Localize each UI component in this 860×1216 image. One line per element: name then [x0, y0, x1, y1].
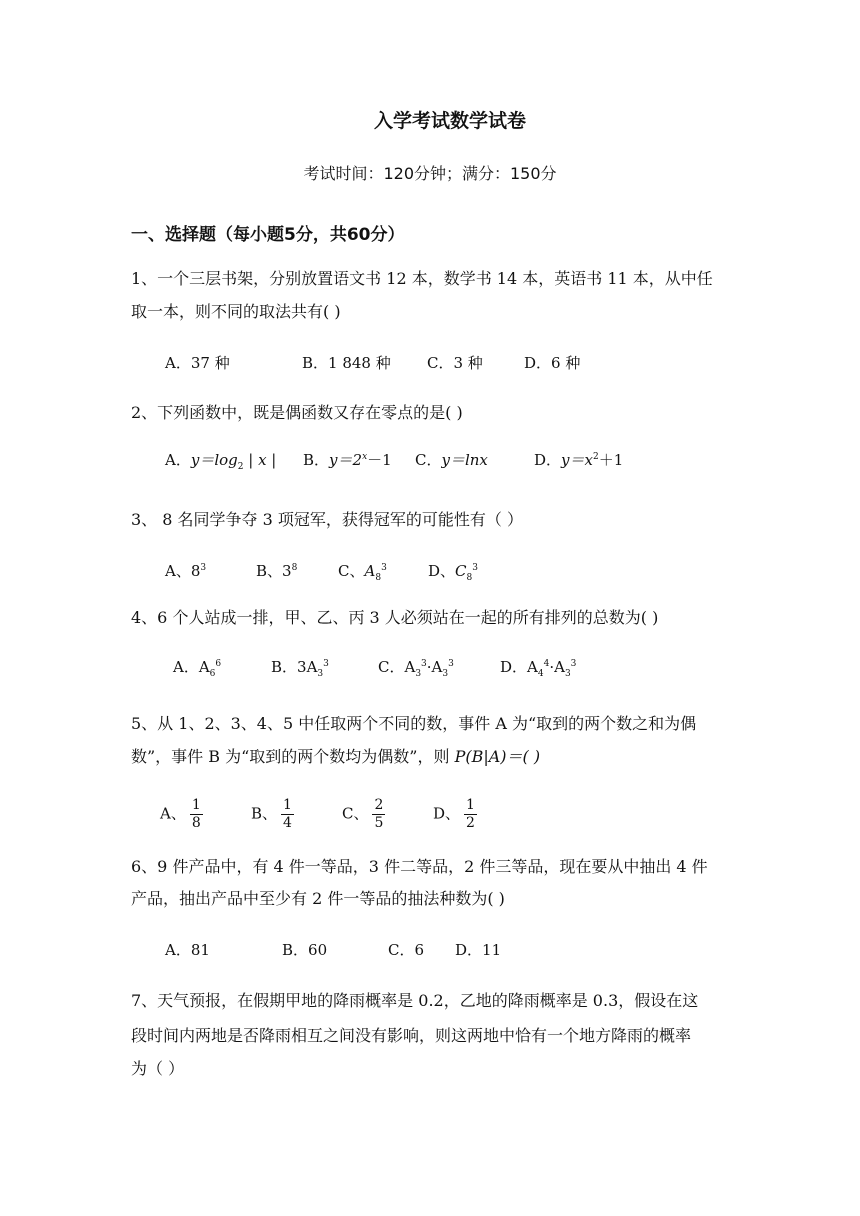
q4-d-sup2: 3	[570, 659, 577, 669]
q5-a-den: 8	[191, 815, 201, 831]
q3-d-sym: C	[455, 562, 467, 580]
q2-d-expr: y＝x	[561, 451, 593, 469]
q4-a-sup: 6	[215, 659, 222, 669]
q1-option-d: D．6 种	[524, 354, 581, 372]
q4-b-label: B．3A	[271, 658, 318, 676]
q5-b-den: 4	[283, 815, 292, 831]
q1-option-c: C．3 种	[427, 354, 483, 372]
q3-b-label: B、3	[256, 562, 292, 580]
q6-option-d: D．11	[455, 941, 502, 959]
q3-c-sym: A	[364, 562, 376, 580]
q4-option-c	[378, 656, 454, 679]
q4-b-sub: 3	[317, 669, 324, 679]
q4-a-label: A．A	[173, 658, 210, 676]
q2-a-tail: | x |	[243, 451, 277, 469]
q3-option-d	[428, 560, 478, 583]
q5-c-den: 5	[374, 815, 384, 831]
question-7-line2: 段时间内两地是否降雨相互之间没有影响，则这两地中恰有一个地方降雨的概率	[131, 1026, 692, 1045]
q2-b-label: B．	[303, 451, 330, 469]
q4-c-sup2: 3	[448, 659, 454, 669]
q5-condition-expr: P(B|A)＝( )	[454, 747, 541, 766]
q5-b-num: 1	[283, 797, 292, 813]
q1-option-b: B．1 848 种	[302, 354, 391, 372]
q4-c-label: C．A	[378, 658, 416, 676]
q2-option-a	[165, 449, 276, 472]
q6-option-b: B．60	[282, 941, 328, 959]
page-title: 入学考试数学试卷	[373, 110, 526, 132]
q1-option-a: A．37 种	[165, 354, 230, 372]
q5-d-fraction	[464, 797, 477, 832]
q4-a-sub: 6	[209, 669, 216, 679]
q5-a-label: A、	[160, 804, 186, 823]
q3-d-sup: 3	[472, 563, 478, 573]
q5-d-label: D、	[433, 804, 461, 823]
q4-b-sup: 3	[323, 659, 329, 669]
q5-d-den: 2	[466, 815, 475, 831]
q2-d-label: D．	[534, 451, 562, 469]
question-1-line1: 1、一个三层书架，分别放置语文书 12 本，数学书 14 本，英语书 11 本，从中任	[131, 269, 713, 288]
q4-c-mid: ·A	[426, 658, 443, 676]
q2-d-tail: ＋1	[598, 451, 624, 469]
q3-c-sup: 3	[381, 563, 387, 573]
question-1-line2: 取一本，则不同的取法共有( )	[131, 302, 341, 321]
q5-option-c	[342, 797, 385, 832]
question-7-line3: 为（ ）	[131, 1059, 185, 1078]
q5-c-fraction	[372, 797, 385, 832]
q5-b-fraction	[281, 797, 294, 832]
q5-c-num: 2	[374, 797, 384, 813]
q3-c-sub: 8	[375, 573, 382, 583]
q6-option-a: A．81	[165, 941, 210, 959]
exam-info: 考试时间：120分钟；满分：150分	[303, 164, 557, 183]
question-5-line1: 5、从 1、2、3、4、5 中任取两个不同的数，事件 A 为“取到的两个数之和为偶	[131, 714, 697, 733]
q2-option-c	[415, 449, 488, 470]
q3-d-sub: 8	[466, 573, 473, 583]
q2-c-label: C．	[415, 451, 442, 469]
q4-option-d	[500, 656, 576, 679]
q2-d-sup: 2	[592, 452, 599, 462]
q2-b-expr: y＝2	[329, 451, 363, 469]
question-5-line2	[131, 742, 540, 772]
question-7-line1: 7、天气预报，在假期甲地的降雨概率是 0.2，乙地的降雨概率是 0.3，假设在这	[131, 991, 699, 1010]
q3-a-label: A、8	[165, 562, 201, 580]
q5-option-b	[251, 797, 294, 832]
q3-a-sup: 3	[200, 563, 207, 573]
q2-a-expr: y＝log	[190, 451, 238, 469]
q6-option-c: C．6	[388, 941, 425, 959]
q3-option-b	[256, 560, 297, 581]
q3-option-c	[338, 560, 387, 583]
q4-option-a	[173, 656, 221, 679]
q4-c-sup1: 3	[421, 659, 427, 669]
q2-b-sup: x	[362, 452, 368, 462]
q4-d-sup1: 4	[543, 659, 550, 669]
q3-option-a	[165, 560, 206, 581]
q3-d-label: D、	[428, 562, 456, 580]
q3-b-sup: 8	[291, 563, 298, 573]
q5-option-d	[433, 797, 477, 832]
question-4: 4、6 个人站成一排，甲、乙、丙 3 人必须站在一起的所有排列的总数为( )	[131, 608, 659, 627]
q4-d-sub1: 4	[537, 669, 544, 679]
question-6-line1: 6、9 件产品中，有 4 件一等品，3 件二等品，2 件三等品，现在要从中抽出 4 件	[131, 857, 708, 876]
q2-b-tail: －1	[367, 451, 392, 469]
q4-d-sub2: 3	[564, 669, 571, 679]
question-3: 3、 8 名同学争夺 3 项冠军，获得冠军的可能性有（ ）	[131, 510, 523, 529]
q5-a-fraction	[190, 797, 203, 832]
q4-option-b	[271, 656, 329, 679]
q5-a-num: 1	[191, 797, 201, 813]
q5-line2-text: 数”，事件 B 为“取到的两个数均为偶数”，则	[131, 747, 455, 766]
q3-c-label: C、	[338, 562, 365, 580]
q2-a-sub: 2	[237, 462, 244, 472]
section-heading: 一、选择题（每小题5分，共60分）	[131, 225, 405, 245]
q2-option-d	[534, 449, 623, 470]
q4-d-mid: ·A	[549, 658, 565, 676]
q5-c-label: C、	[342, 804, 369, 823]
q5-option-a	[160, 797, 203, 832]
q4-c-sub1: 3	[415, 669, 422, 679]
q4-d-label: D．A	[500, 658, 538, 676]
question-6-line2: 产品，抽出产品中至少有 2 件一等品的抽法种数为( )	[131, 889, 505, 908]
q5-d-num: 1	[466, 797, 475, 813]
q5-b-label: B、	[251, 804, 278, 823]
q2-a-label: A．	[165, 451, 191, 469]
q2-c-expr: y＝lnx	[441, 451, 488, 469]
q4-c-sub2: 3	[442, 669, 449, 679]
q2-option-b	[303, 449, 392, 470]
question-2: 2、下列函数中，既是偶函数又存在零点的是( )	[131, 403, 463, 422]
